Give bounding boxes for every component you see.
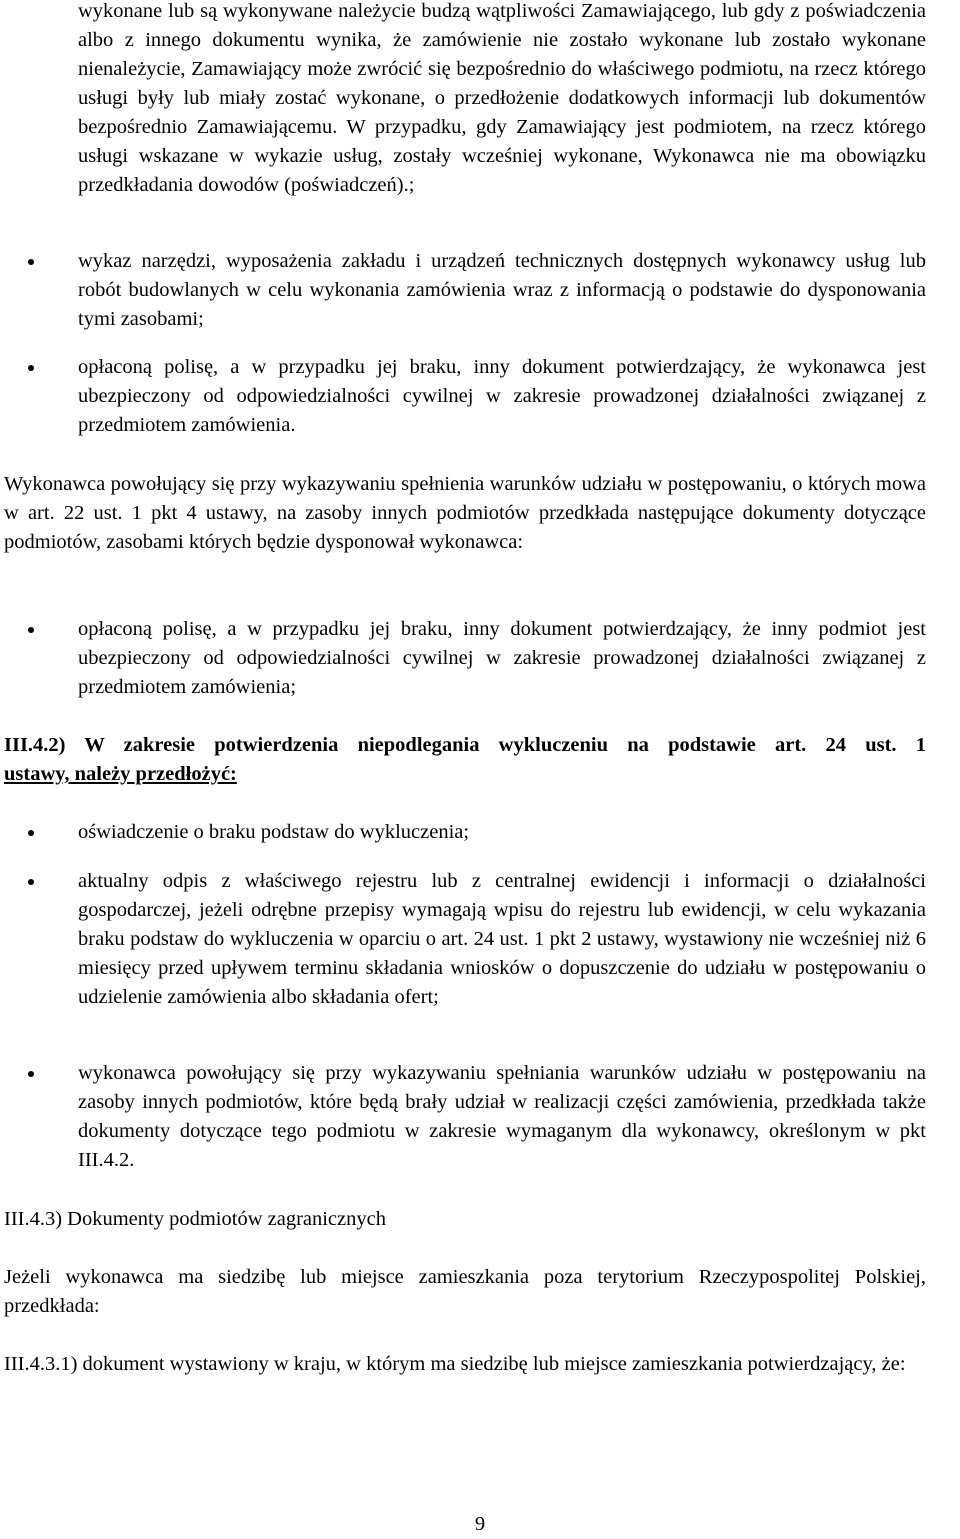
bullet-icon	[28, 830, 34, 836]
section-heading: III.4.3) Dokumenty podmiotów zagranicznych	[4, 1208, 386, 1230]
bullet-icon	[28, 259, 34, 265]
paragraph: Wykonawca powołujący się przy wykazywaniu spełnienia warunków udziału w postępowaniu, o których mowa w art. 22 ust. 1 pkt 4 ustawy, na zasoby innych podmiotów przedkłada następujące dokumenty dotyczące podmiotów, zasobami których będzie dysponował wykonawca:	[4, 473, 926, 553]
continuation-paragraph: wykonane lub są wykonywane należycie budzą wątpliwości Zamawiającego, lub gdy z poświadczenia albo z innego dokumentu wynika, że zamówienie nie zostało wykonane lub zostało wykonane nienależycie, Zamawiający może zwrócić się bezpośrednio do właściwego podmiotu, na rzecz którego usługi były lub miały zostać wykonane, o przedłożenie dodatkowych informacji lub dokumentów bezpośrednio Zamawiającemu. W przypadku, gdy Zamawiający jest podmiotem, na rzecz którego usługi wskazane w wykazie usług, zostały wcześniej wykonane, Wykonawca nie ma obowiązku przedkładania dowodów (poświadczeń).;	[78, 0, 926, 196]
list-item-text: aktualny odpis z właściwego rejestru lub z centralnej ewidencji i informacji o działalności gospodarczej, jeżeli odrębne przepisy wymagają wpisu do rejestru lub ewidencji, w celu wykazania braku podstaw do wykluczenia w oparciu o art. 24 ust. 1 pkt 2 ustawy, wystawiony nie wcześniej niż 6 miesięcy przed upływem terminu składania wniosków o dopuszczenie do udziału w postępowaniu o udzielenie zamówienia albo składania ofert;	[78, 870, 926, 1008]
heading-line: ustawy, należy przedłożyć:	[4, 763, 237, 785]
heading-line: III.4.2) W zakresie potwierdzenia niepodlegania wykluczeniu na podstawie art. 24 ust. 1	[4, 734, 926, 756]
paragraph: III.4.3.1) dokument wystawiony w kraju, w którym ma siedzibę lub miejsce zamieszkania potwierdzający, że:	[4, 1353, 906, 1375]
list-item-text: opłaconą polisę, a w przypadku jej braku, inny dokument potwierdzający, że wykonawca jest ubezpieczony od odpowiedzialności cywilnej w zakresie prowadzonej działalności związanej z przedmiotem zamówienia.	[78, 356, 926, 436]
bullet-icon	[28, 1071, 34, 1077]
paragraph: Jeżeli wykonawca ma siedzibę lub miejsce zamieszkania poza terytorium Rzeczypospolitej Polskiej, przedkłada:	[4, 1266, 926, 1317]
bullet-icon	[28, 365, 34, 371]
list-item-text: wykonawca powołujący się przy wykazywaniu spełniania warunków udziału w postępowaniu na zasoby innych podmiotów, które będą brały udział w realizacji części zamówienia, przedkłada także dokumenty dotyczące tego podmiotu w zakresie wymaganym dla wykonawcy, określonym w pkt III.4.2.	[78, 1062, 926, 1171]
section-heading	[4, 731, 926, 789]
page-number: 9	[474, 1513, 486, 1535]
bullet-icon	[28, 627, 34, 633]
bullet-icon	[28, 879, 34, 885]
list-item-text: opłaconą polisę, a w przypadku jej braku, inny dokument potwierdzający, że inny podmiot jest ubezpieczony od odpowiedzialności cywilnej w zakresie prowadzonej działalności związanej z przedmiotem zamówienia;	[78, 618, 926, 698]
list-item-text: oświadczenie o braku podstaw do wykluczenia;	[78, 821, 470, 843]
list-item-text: wykaz narzędzi, wyposażenia zakładu i urządzeń technicznych dostępnych wykonawcy usług lub robót budowlanych w celu wykonania zamówienia wraz z informacją o podstawie do dysponowania tymi zasobami;	[78, 250, 926, 330]
